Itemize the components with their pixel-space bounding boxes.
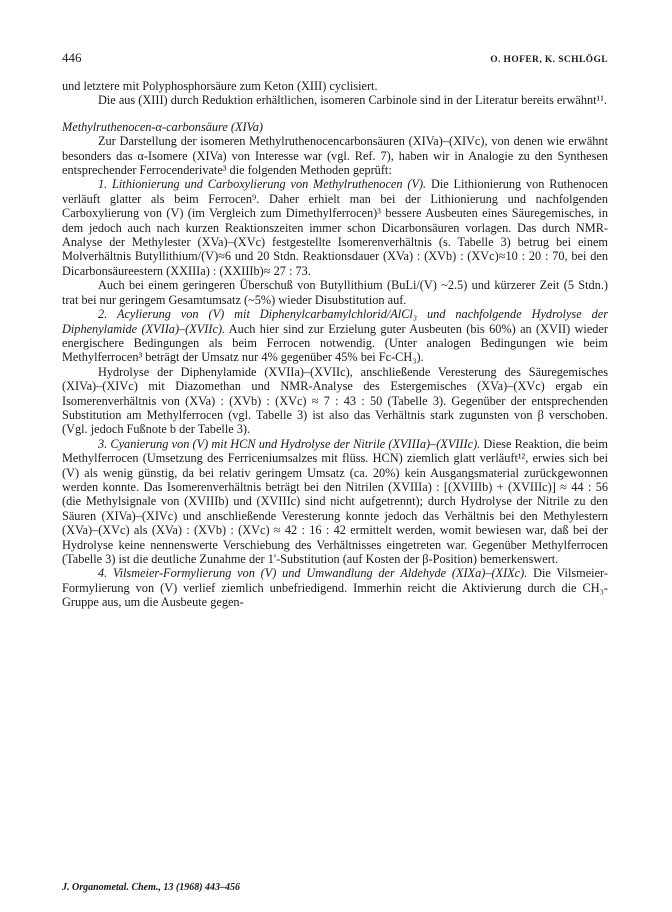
method-title: 1. Lithionierung und Carboxylierung von Methylruthenocen (V).: [98, 177, 427, 192]
method-paragraph: [62, 177, 608, 278]
paragraph-text: Zur Darstellung der isomeren Methylruthenocencarbonsäuren (XIVa)–(XIVc), von denen wie erwähnt besonders das α-Isomere (XIVa) von Interesse war (vgl. Ref. 7), haben wir in Analogie zu den Synthesen entsprechender Ferrocenderivate³ die folgenden Methoden geprüft:: [62, 134, 608, 178]
paragraph-text: Auch hier sind zur Erzielung guter Ausbeuten (bis 60%) an (XVII) wieder energischere Bedingungen als beim Ferrocen notwendig. (Unter analogen Bedingungen wie beim Methylferrocen³ beträgt der Umsatz nur 4% gegenüber 45% bei Fc-CH₃).: [62, 321, 608, 365]
article-body: [62, 79, 608, 610]
paragraph: [62, 79, 608, 93]
paragraph: [62, 365, 608, 437]
paragraph: [62, 134, 608, 177]
paragraph-text: Diese Reaktion, die beim Methylferrocen (Umsetzung des Ferriceniumsalzes mit flüss. HCN) ziemlich glatt verläuft¹², erwies sich bei (V) als wenig günstig, da bei relativ geringem Umsatz (ca. 20%) kein Ausgangsmaterial zurückgewonnen werden konnte. Das Isomerenverhältnis beträgt bei den Nitrilen (XVIIIa) : [(XVIIIb) + (XVIIIc)] ≈ 44 : 56 (die Methylsignale von (XVIIIb) und (XVIIIc) sind nicht aufgetrennt); durch Hydrolyse der Nitrile zu den Säuren (XIVa)–(XIVc) und anschließende Veresterung konnte jedoch das Verhältnis bei den Methylestern (XVa)–(XVc) als (XVa) : (XVb) : (XVc) ≈ 42 : 16 : 42 ermittelt werden, womit bewiesen war, daß bei der Hydrolyse keine nennenswerte Verschiebung des Verhältnisses eingetreten war. Gegenüber Methylferrocen (Tabelle 3) ist die deutliche Zunahme der 1'-Substitution (auf Kosten der β-Position) bemerkenswert.: [62, 436, 608, 566]
section-heading-text: Methylruthenocen-α-carbonsäure (XIVa): [62, 119, 263, 134]
paragraph-text: Auch bei einem geringeren Überschuß von Butyllithium (BuLi/(V) ~2.5) und kürzerer Zeit (5 Stdn.) trat bei nur geringem Gesamtumsatz (~5%) wieder Disubstitution auf.: [62, 278, 608, 307]
paragraph: [62, 93, 608, 107]
method-title: 3. Cyanierung von (V) mit HCN und Hydrolyse der Nitrile (XVIIIa)–(XVIIIc).: [98, 436, 481, 451]
paragraph-text: Hydrolyse der Diphenylamide (XVIIa)–(XVIIc), anschließende Veresterung des Säuregemisches (XIVa)–(XIVc) mit Diazomethan und NMR-Analyse des Estergemisches (XVa)–(XVc) ergab ein Isomerenverhältnis von (XVa) : (XVb) : (XVc) ≈ 7 : 43 : 50 (Tabelle 3). Gegenüber der entsprechenden Substitution am Methylferrocen (vgl. Tabelle 3) ist also das Verhältnis stark zugunsten von β verschoben. (Vgl. jedoch Fußnote b der Tabelle 3).: [62, 364, 608, 437]
method-paragraph: [62, 307, 608, 365]
page-number: 446: [62, 50, 82, 65]
method-paragraph: [62, 437, 608, 567]
paragraph-text: und letztere mit Polyphosphorsäure zum Keton (XIII) cyclisiert.: [62, 79, 378, 93]
journal-citation: J. Organometal. Chem., 13 (1968) 443–456: [62, 882, 241, 893]
paragraph: [62, 278, 608, 307]
page-header: [62, 50, 608, 66]
method-title: 2. Acylierung von (V) mit Diphenylcarbamylchlorid/AlCl₃ und nachfolgende Hydrolyse der Diphenylamide (XVIIa)–(XVIIc).: [62, 307, 608, 336]
section-heading: [62, 120, 608, 134]
method-title: 4. Vilsmeier-Formylierung von (V) und Umwandlung der Aldehyde (XIXa)–(XIXc).: [98, 566, 528, 581]
method-paragraph: [62, 566, 608, 609]
paragraph-text: Die Lithionierung von Ruthenocen verläuft glatter als beim Ferrocen⁹. Daher erhielt man bei der Lithionierung und nachfolgenden Carboxylierung von (V) (im Vergleich zum Dimethylferrocen)³ bessere Ausbeuten eines Säuregemisches, in dem jedoch auch nach kurzen Reaktionszeiten immer schon Dicarbonsäuren vorlagen. Das durch NMR-Analyse der Methylester (XVa)–(XVc) festgestellte Isomerenverhältnis (s. Tabelle 3) betrug bei einem Molverhältnis Butyllithium/(V)≈6 und 20 Stdn. Reaktionsdauer (XVa) : (XVb) : (XVc)≈10 : 20 : 70, bei den Dicarbonsäureestern (XXIIIa) : (XXIIIb)≈ 27 : 73.: [62, 177, 608, 278]
paragraph-text: Die aus (XIII) durch Reduktion erhältlichen, isomeren Carbinole sind in der Literatur bereits erwähnt¹¹.: [98, 93, 607, 108]
running-head-authors: O. HOFER, K. SCHLÖGL: [490, 55, 608, 65]
paragraph-text: Die Vilsmeier-Formylierung von (V) verlief ziemlich unbefriedigend. Immerhin reicht die Aktivierung durch die CH₃-Gruppe aus, um die Ausbeute gegen-: [62, 566, 608, 610]
